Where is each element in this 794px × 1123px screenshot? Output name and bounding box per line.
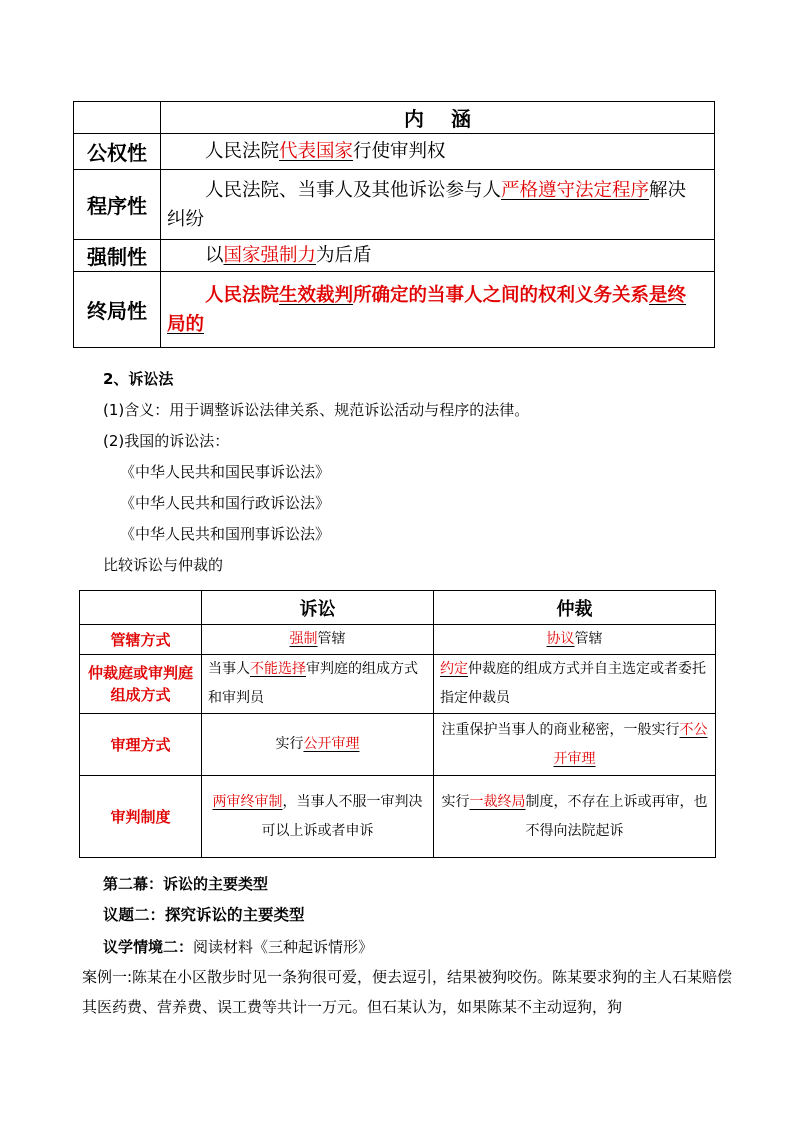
row-content-public-power: 人民法院代表国家行使审判权 [161,134,715,170]
table1-corner [74,102,161,134]
header-litigation: 诉讼 [202,591,434,625]
cell-litigation-trial-method: 实行公开审理 [202,714,434,776]
cell-arbitration-jurisdiction: 协议管辖 [434,625,716,655]
cell-litigation-trial-system: 两审终审制，当事人不服一审判决可以上诉或者申诉 [202,776,434,858]
section-title-procedural-law: 2、诉讼法 [103,370,174,388]
part2-title: 第二幕：诉讼的主要类型 [103,875,269,893]
cell-litigation-composition: 当事人不能选择审判庭的组成方式和审判员 [202,655,434,714]
row-label-composition: 仲裁庭或审判庭组成方式 [80,655,202,714]
header-arbitration: 仲裁 [434,591,716,625]
row-label-jurisdiction: 管辖方式 [80,625,202,655]
law-civil: 《中华人民共和国民事诉讼法》 [120,463,331,481]
row-label-procedure: 程序性 [74,170,161,240]
characteristics-table [73,101,715,348]
cell-arbitration-composition: 约定仲裁庭的组成方式并自主选定或者委托指定仲裁员 [434,655,716,714]
cell-arbitration-trial-method: 注重保护当事人的商业秘密，一般实行不公开审理 [434,714,716,776]
topic-title: 议题二：探究诉讼的主要类型 [103,906,305,924]
comparison-table [79,590,716,858]
table2-corner [80,591,202,625]
row-content-finality: 人民法院生效裁判所确定的当事人之间的权利义务关系是终局的 [161,272,715,348]
cell-litigation-jurisdiction: 强制管辖 [202,625,434,655]
law-criminal: 《中华人民共和国刑事诉讼法》 [120,525,331,543]
row-label-finality: 终局性 [74,272,161,348]
row-label-public-power: 公权性 [74,134,161,170]
row-label-coercive: 强制性 [74,240,161,272]
row-label-trial-method: 审理方式 [80,714,202,776]
row-content-procedure: 人民法院、当事人及其他诉讼参与人严格遵守法定程序解决纠纷 [161,170,715,240]
laws-intro: (2)我国的诉讼法： [103,432,230,450]
law-administrative: 《中华人民共和国行政诉讼法》 [120,494,331,512]
compare-text: 比较诉讼与仲裁的 [103,556,224,574]
row-label-trial-system: 审判制度 [80,776,202,858]
table1-header: 内 涵 [161,102,715,134]
definition-text: (1)含义：用于调整诉讼法律关系、规范诉讼活动与程序的法律。 [103,401,530,419]
row-content-coercive: 以国家强制力为后盾 [161,240,715,272]
case-one-paragraph: 案例一:陈某在小区散步时见一条狗很可爱，便去逗引，结果被狗咬伤。陈某要求狗的主人石某赔偿其医药费、营养费、误工费等共计一万元。但石某认为，如果陈某不主动逗狗，狗 [82,968,733,1016]
cell-arbitration-trial-system: 实行一裁终局制度，不存在上诉或再审，也不得向法院起诉 [434,776,716,858]
situation-line: 议学情境二：阅读材料《三种起诉情形》 [103,938,374,956]
